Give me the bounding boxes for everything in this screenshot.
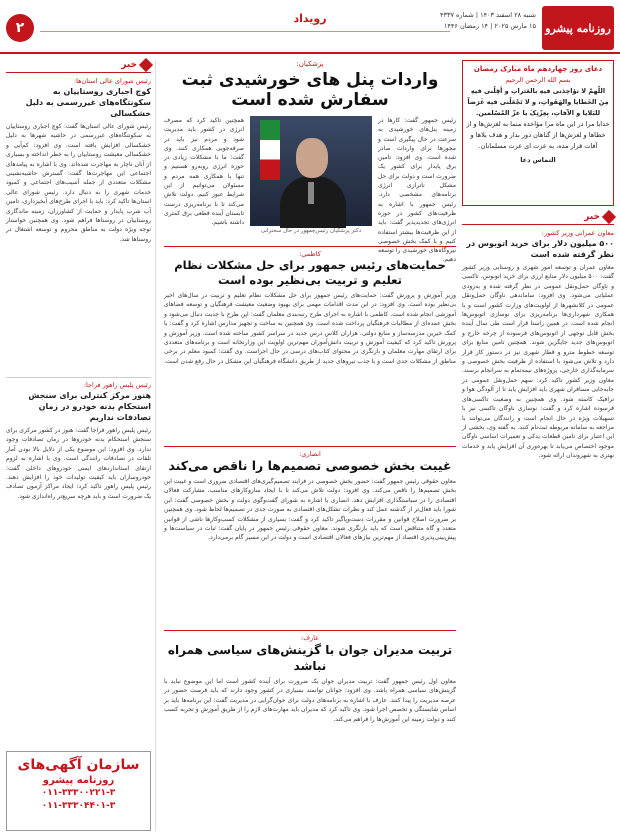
article-headline: حمایت‌های رئیس جمهور برای حل مشکلات نظام تعلیم و تربیت بی‌نظیر بوده است	[174, 258, 446, 287]
lead-photo-wrap	[250, 116, 372, 241]
article-kicker: انصاری:	[299, 450, 321, 458]
iran-flag-graphic	[260, 120, 280, 180]
photo-caption: دکتر پزشکیان رئیس‌جمهور در حال سخنرانی	[260, 228, 362, 234]
newspaper-logo: روزنامه پیشرو	[542, 6, 614, 50]
article-body: معاون حقوقی رئیس جمهور گفت: حضور بخش خصوصی در فرایند تصمیم‌گیری‌های اقتصادی ضروری است و غیبت این بخش تصمیم‌ها را ناقص می‌کند. وی افزود: دولت تلاش می‌کند تا با ایجاد سازوکارهای مناسب، مشارکت فعالان اقتصادی را در سیاستگذاری افزایش دهد. انصاری با اشاره به شورای گفت‌وگوی دولت و بخش خصوصی گفت: این شورا باید فعال‌تر از گذشته عمل کند و نظرات تشکل‌های اقتصادی به صورت جدی در تصمیم‌ها لحاظ شود. وی همچنین بر ضرورت اصلاح قوانین و مقررات دست‌وپاگیر تاکید کرد و گفت: بسیاری از مشکلات کسب‌وکارها ناشی از قوانین متعدد و گاه متناقض است که باید بازنگری شوند. معاون حقوقی رئیس جمهور در پایان گفت: ثبات در سیاست‌ها و پیش‌بینی‌پذیری اقتصاد از مهم‌ترین نیازهای فعالان اقتصادی است و دولت در این مسیر گام برمی‌دارد.	[164, 478, 456, 542]
diamond-icon	[602, 210, 616, 224]
page-number-badge: ۲	[6, 14, 34, 42]
article-headline: تربیت مدیران جوان با گزینش‌های سیاسی همراه نباشد	[167, 643, 453, 673]
prayer-basmala: بسم الله الرحمن الرحیم	[505, 76, 571, 84]
article-body: وزیر آموزش و پرورش گفت: حمایت‌های رئیس جمهور برای حل مشکلات نظام تعلیم و تربیت در سال‌های اخیر بی‌نظیر بوده است. وی افزود: در این مدت اقدامات مهمی برای بهبود وضعیت معیشت فرهنگیان و توسعه فضاهای آموزشی انجام شده است. کاظمی با اشاره به اجرای طرح رتبه‌بندی معلمان گفت: این طرح با جدیت دنبال می‌شود و بخش عمده‌ای از مطالبات فرهنگیان پرداخت شده است. وی همچنین به ساخت و تجهیز مدارس اشاره کرد و گفت: با کمک خیرین مدرسه‌ساز و منابع دولتی، هزاران کلاس درس جدید در سراسر کشور ساخته شده است. وزیر آموزش و پرورش تاکید کرد که کیفیت آموزش و تربیت دانش‌آموزان مهم‌ترین اولویت این وزارتخانه است و برنامه‌های متعددی برای ارتقای مهارت معلمان و بازنگری در محتوای کتاب‌های درسی در حال اجراست. وی گفت: کمبود معلم در برخی مناطق از مشکلات جدی است و با جذب نیروهای جدید از طریق دانشگاه فرهنگیان این مشکل در حال رفع شدن است.	[164, 292, 456, 365]
lead-headline: واردات پنل های خورشیدی ثبت سفارش شده است	[181, 70, 439, 110]
diamond-icon	[139, 58, 153, 72]
article-private-sector	[164, 446, 456, 625]
article-body: معاون اول رئیس جمهور گفت: تربیت مدیران جوان یک ضرورت برای آینده کشور است اما این موضوع نباید با گزینش‌های سیاسی همراه باشد. وی افزود: جوانان توانمند بسیاری در کشور وجود دارند که باید فرصت حضور در عرصه مدیریت را پیدا کنند. عارف با اشاره به برنامه‌های دولت برای جوان‌گرایی در مدیریت گفت: این برنامه‌ها باید بر اساس شایستگی و تخصص اجرا شود. وی تاکید کرد که مدیران باید مهارت‌های لازم را از طریق آموزش و تجربه کسب کنند و دولت زمینه این آموزش‌ها را فراهم می‌کند.	[164, 678, 456, 723]
lead-kicker: پزشکیان:	[296, 60, 324, 68]
article-headline: کوچ اجباری روستاییان به سکونتگاه‌های غیررسمی به دلیل خشکسالی	[25, 87, 151, 118]
left-column	[6, 60, 156, 831]
article-kicker: معاون عمرانی وزیر کشور:	[541, 229, 614, 237]
news-section-label: خبر	[121, 60, 137, 70]
issue-date-gregorian: ۱۵ مارس ۲۰۲۵ | ۱۴ رمضان ۱۴۴۶	[443, 22, 536, 30]
president-photo	[250, 116, 372, 226]
lead-body-right: رئیس جمهور گفت: کارها در زمینه پنل‌های خورشیدی به سرعت در حال پیگیری است و مجوزها برای واردات صادر شده است. وی افزود: تامین برق پایدار برای کشور یک ضرورت است و دولت برای حل مشکل ناترازی انرژی برنامه‌های مشخصی دارد. رئیس جمهور با اشاره به ظرفیت‌های کشور در حوزه انرژی‌های تجدیدپذیر گفت: باید از این ظرفیت‌ها بیشتر استفاده کنیم و با کمک بخش خصوصی نیروگاه‌های خورشیدی را توسعه دهیم.	[378, 117, 456, 264]
daily-prayer-box	[462, 60, 614, 206]
article-vehicle-safety	[6, 377, 151, 707]
article-body: معاون عمران و توسعه امور شهری و روستایی وزیر کشور گفت: ۵۰۰ میلیون دلار منابع ارزی برای خرید اتوبوس، تاکسی و ناوگان حمل‌ونقل عمومی در نظر گرفته شده و به‌زودی عملیاتی می‌شود. وی افزود: ساماندهی ناوگان حمل‌ونقل عمومی در کلانشهرها از اولویت‌های وزارت کشور است و با همکاری شهرداری‌ها برنامه‌ریزی برای نوسازی اتوبوس‌ها انجام شده است. در همین راستا قرار است طی سال آینده بخش قابل توجهی از اتوبوس‌های فرسوده از چرخه خارج و اتوبوس‌های جدید جایگزین شوند. همچنین تامین منابع برای توسعه خطوط مترو و قطار شهری نیز در دستور کار قرار دارد و تلاش می‌شود با استفاده از ظرفیت بخش خصوصی و سرمایه‌گذاری خارجی، پروژه‌های نیمه‌تمام به سرانجام برسند. معاون وزیر کشور تاکید کرد: سهم حمل‌ونقل عمومی در جابه‌جایی مسافران شهری باید افزایش یابد تا از آلودگی هوا و ترافیک کاسته شود. وی همچنین به وضعیت تاکسی‌های فرسوده اشاره کرد و گفت: نوسازی ناوگان تاکسی نیز با تسهیلات ویژه در حال انجام است و رانندگان می‌توانند با مراجعه به سامانه مربوطه ثبت‌نام کنند. به گفته وی، بخشی از این اعتبار برای تامین قطعات یدکی و تعمیرات اساسی ناوگان موجود اختصاص می‌یابد تا بهره‌وری آن افزایش یابد و خدمات بهتری به شهروندان ارائه شود.	[462, 264, 614, 460]
news-section-tag	[462, 212, 614, 225]
issue-date-persian: شنبه ۲۸ اسفند ۱۴۰۳ | شماره ۴۳۳۷	[439, 11, 536, 19]
news-section-label: خبر	[584, 212, 600, 222]
prayer-translation: خدایا مرا در این ماه مرا مؤاخذه منما به لغزش‌ها و از خطاها و لغزش‌ها از گناهان دور بدار و هدف بلاها و آفات قرار مده، به عزت ای عزت مسلمانان.	[466, 120, 610, 150]
prayer-title: دعای روز چهاردهم ماه مبارک رمضان	[473, 65, 603, 73]
article-body-cols	[164, 677, 456, 787]
prayer-sign: التماس دعا	[520, 156, 556, 164]
article-kicker: عارف:	[301, 634, 319, 642]
article-young-managers	[164, 630, 456, 787]
article-kicker: کاظمی:	[299, 250, 321, 258]
ad-subtitle: روزنامه پیشرو	[42, 775, 115, 786]
article-body-cols	[164, 291, 456, 441]
article-headline: هنوز مرکز کنترلی برای سنجش استحکام بدنه خودرو در زمان تصادفات نداریم	[28, 391, 151, 422]
article-headline: غیبت بخش خصوصی تصمیم‌ها را ناقص می‌کند	[168, 458, 452, 473]
article-body-cols	[164, 477, 456, 625]
article-body: رئیس شورای عالی استان‌ها گفت: کوچ اجباری روستاییان به سکونتگاه‌های غیررسمی در حاشیه شهرها به دلیل خشکسالی افزایش یافته است. وی افزود: کم‌آبی و خشکسالی معیشت روستاییان را به خطر انداخته و بسیاری از آنان ناچار به مهاجرت شده‌اند. وی با اشاره به پیامدهای اجتماعی این مهاجرت‌ها گفت: گسترش حاشیه‌نشینی مشکلات متعددی از جمله آسیب‌های اجتماعی و کمبود خدمات شهری را به دنبال دارد. رئیس شورای عالی استان‌ها تاکید کرد: باید با اجرای طرح‌های آبخیزداری، تامین آب شرب پایدار و حمایت از کشاورزان، زمینه ماندگاری روستاییان در روستاها فراهم شود. وی همچنین خواستار توجه ویژه دولت به مناطق محروم و توسعه اشتغال در روستاها شد.	[6, 123, 151, 243]
article-kicker: رئیس پلیس راهور فراجا:	[83, 381, 151, 389]
advertising-box	[6, 751, 151, 831]
issue-info	[440, 10, 536, 32]
article-bus-funding	[462, 229, 614, 461]
article-education	[164, 246, 456, 441]
person-head-graphic	[296, 138, 328, 178]
masthead	[0, 0, 620, 54]
ad-phone-1: ۰۱۱-۳۳۳۰۰۲۲۱-۳	[41, 788, 116, 798]
prayer-arabic-text: اللّهمّ لا تؤاخِذنی فیهِ بالعَثراتِ و أقِلْنی فیهِ مِنَ الخَطایا والهَفَواتِ، و لا تَجْعَلْنی فیه غَرَضاً للبَلایا و الآفاتِ، بِعِزّتِکَ یا عزّ المُسْلمین.	[467, 87, 609, 117]
news-section-tag	[6, 60, 151, 73]
article-body: رئیس پلیس راهور فراجا گفت: هنوز در کشور مرکزی برای سنجش استحکام بدنه خودروها در زمان تصادفات وجود ندارد. وی افزود: این موضوع یکی از دلایل بالا بودن آمار تلفات در تصادفات رانندگی است. وی با اشاره به لزوم ارتقای استانداردهای ایمنی خودروهای داخلی گفت: خودروسازان باید کیفیت تولیدات خود را افزایش دهند. رئیس پلیس راهور تاکید کرد: ایجاد مراکز آزمون تصادف یک ضرورت است و باید هرچه سریع‌تر راه‌اندازی شود.	[6, 427, 151, 500]
header-rule	[40, 31, 450, 32]
section-title: رویداد	[293, 12, 327, 25]
right-column	[462, 60, 614, 831]
ad-title: سازمان آگهی‌های	[17, 757, 140, 773]
article-headline: ۵۰۰ میلیون دلار برای خرید اتوبوس در نظر گرفته شده است	[466, 239, 614, 259]
main-column	[164, 60, 456, 831]
article-kicker: رئیس شورای عالی استان‌ها:	[73, 77, 151, 85]
ad-phone-2: ۰۱۱-۳۳۳۰۴۴۰۱-۳	[41, 801, 116, 811]
microphone-icon	[308, 182, 314, 204]
article-rural-migration	[6, 77, 151, 377]
lead-body-left: همچنین تاکید کرد که مصرف انرژی در کشور باید مدیریت شود و مردم نیز باید در صرفه‌جویی همکاری کنند. وی گفت: ما با مشکلات زیادی در حوزه انرژی روبه‌رو هستیم و تنها با همکاری همه مردم و مسئولان می‌توانیم از این شرایط عبور کنیم. دولت تلاش می‌کند تا با برنامه‌ریزی درست تابستان آینده قطعی برق کمتری داشته باشیم.	[164, 117, 244, 227]
